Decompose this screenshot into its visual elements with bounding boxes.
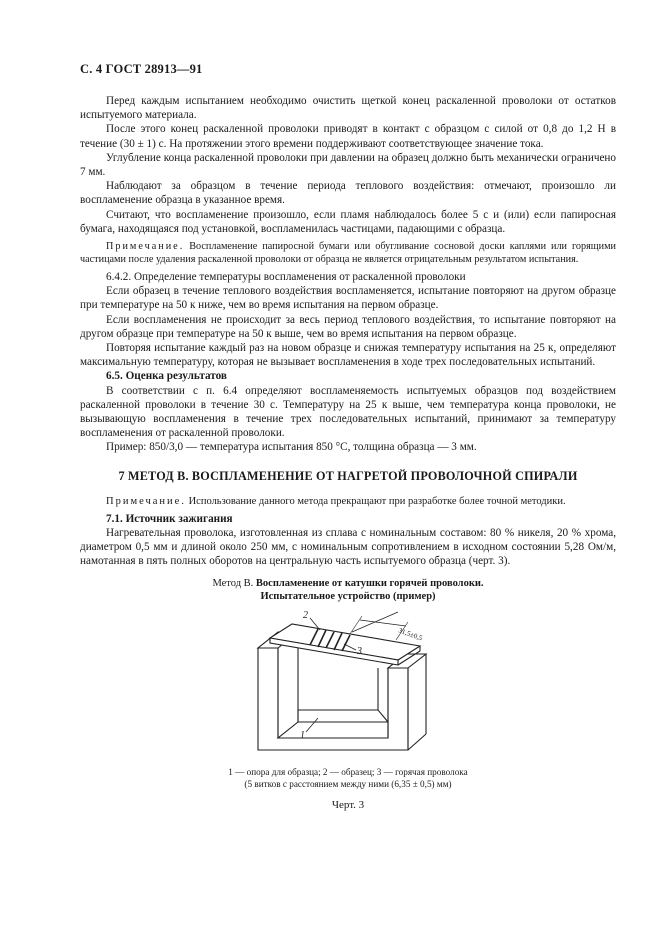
caption-title-2: Испытательное устройство (пример) [260, 591, 436, 603]
dimension-label: 31,5±0,5 [397, 626, 424, 643]
page-header: С. 4 ГОСТ 28913—91 [80, 62, 203, 76]
note-text: Использование данного метода прекращают при разработке более точной методики. [185, 495, 566, 507]
heading-71: 7.1. Источник зажигания [106, 512, 233, 525]
paragraph-71: Нагревательная проволока, изготовленная из сплава с номинальным составом: 80 % никеля, 20 % хрома, диаметром 0,5 мм и длиной около 250 мм, с номинальным сопротивлением в исходном состоянии 5,28 Ом/м, намотанная в пять полных оборотов на центральную часть испытуемого образца (черт. 3). [80, 527, 616, 568]
caption-title-1: Воспламенение от катушки горячей проволоки. [255, 577, 484, 589]
test-apparatus-drawing [248, 610, 448, 760]
caption-prefix: Метод В. [212, 577, 254, 589]
figure-number: Черт. 3 [331, 798, 365, 811]
figure-legend [80, 766, 616, 790]
document-body [80, 94, 616, 812]
paragraph: Если образец в течение теплового воздействия воспламеняется, испытание повторяют на другом образце при температуре на 50 к ниже, чем во время испытания на первом образце. [80, 285, 616, 312]
paragraph: В соответствии с п. 6.4 определяют воспламеняемость испытуемых образцов под воздействием раскаленной проволоки в течение 30 с. Температуру на 25 к выше, чем температура конца проволоки, не вызывающую воспламенения в течение трех последовательных испытаний, принимают за температуру воспламенения от раскаленной проволоки. [80, 384, 616, 440]
label-1: 1 [300, 729, 305, 741]
figure-caption [80, 577, 616, 604]
legend-line-1: 1 — опора для образца; 2 — образец; 3 — горячая проволока [228, 766, 468, 777]
note-label: Примечание. [106, 241, 185, 253]
label-2: 2 [303, 609, 308, 621]
paragraph: Если воспламенения не происходит за весь период теплового воздействия, то испытание повторяют на другом образце при температуре на 50 к выше, чем во время испытания на первом образце. [80, 313, 616, 340]
paragraph: После этого конец раскаленной проволоки приводят в контакт с образцом с силой от 0,8 до 1,2 Н в течение (30 ± 1) с. На протяжении этого времени поддерживают соответствующее значение тока. [80, 123, 616, 150]
paragraph: Перед каждым испытанием необходимо очистить щеткой конец раскаленной проволоки от остатков испытуемого материала. [80, 95, 616, 122]
subsection-642: 6.4.2. Определение температуры воспламенения от раскаленной проволоки [106, 271, 466, 284]
paragraph: Повторяя испытание каждый раз на новом образце и снижая температуру испытания на 25 к, определяют максимальную температуру, которая не вызывает воспламенения в ходе трех последовательных испытаний. [80, 342, 616, 369]
paragraph: Пример: 850/3,0 — температура испытания 850 °С, толщина образца — 3 мм. [106, 441, 477, 454]
note-1 [80, 240, 616, 266]
section-7-title: 7 МЕТОД В. ВОСПЛАМЕНЕНИЕ ОТ НАГРЕТОЙ ПРОВОЛОЧНОЙ СПИРАЛИ [118, 468, 578, 483]
heading-65: 6.5. Оценка результатов [106, 370, 227, 383]
note-label: Примечание. [106, 495, 186, 507]
note-text: Воспламенение папиросной бумаги или обугливание сосновой доски каплями или горящими частицами после удаления раскаленной проволоки от образца не является отрицательным результатом испытания. [80, 241, 616, 266]
paragraph: Считают, что воспламенение произошло, если пламя наблюдалось более 5 с и (или) если папиросная бумага, находящаяся под установкой, воспламенилась частицами, падающими с образца. [80, 208, 616, 235]
legend-line-2: (5 витков с расстоянием между ними (6,35 ± 0,5) мм) [244, 778, 452, 789]
paragraph: Наблюдают за образцом в течение периода теплового воздействия: отмечают, произошло ли воспламенение образца в указанное время. [80, 180, 616, 207]
label-3: 3 [357, 645, 362, 657]
paragraph: Углубление конца раскаленной проволоки при давлении на образец должно быть механически ограничено 7 мм. [80, 151, 616, 179]
note-2 [80, 495, 616, 508]
